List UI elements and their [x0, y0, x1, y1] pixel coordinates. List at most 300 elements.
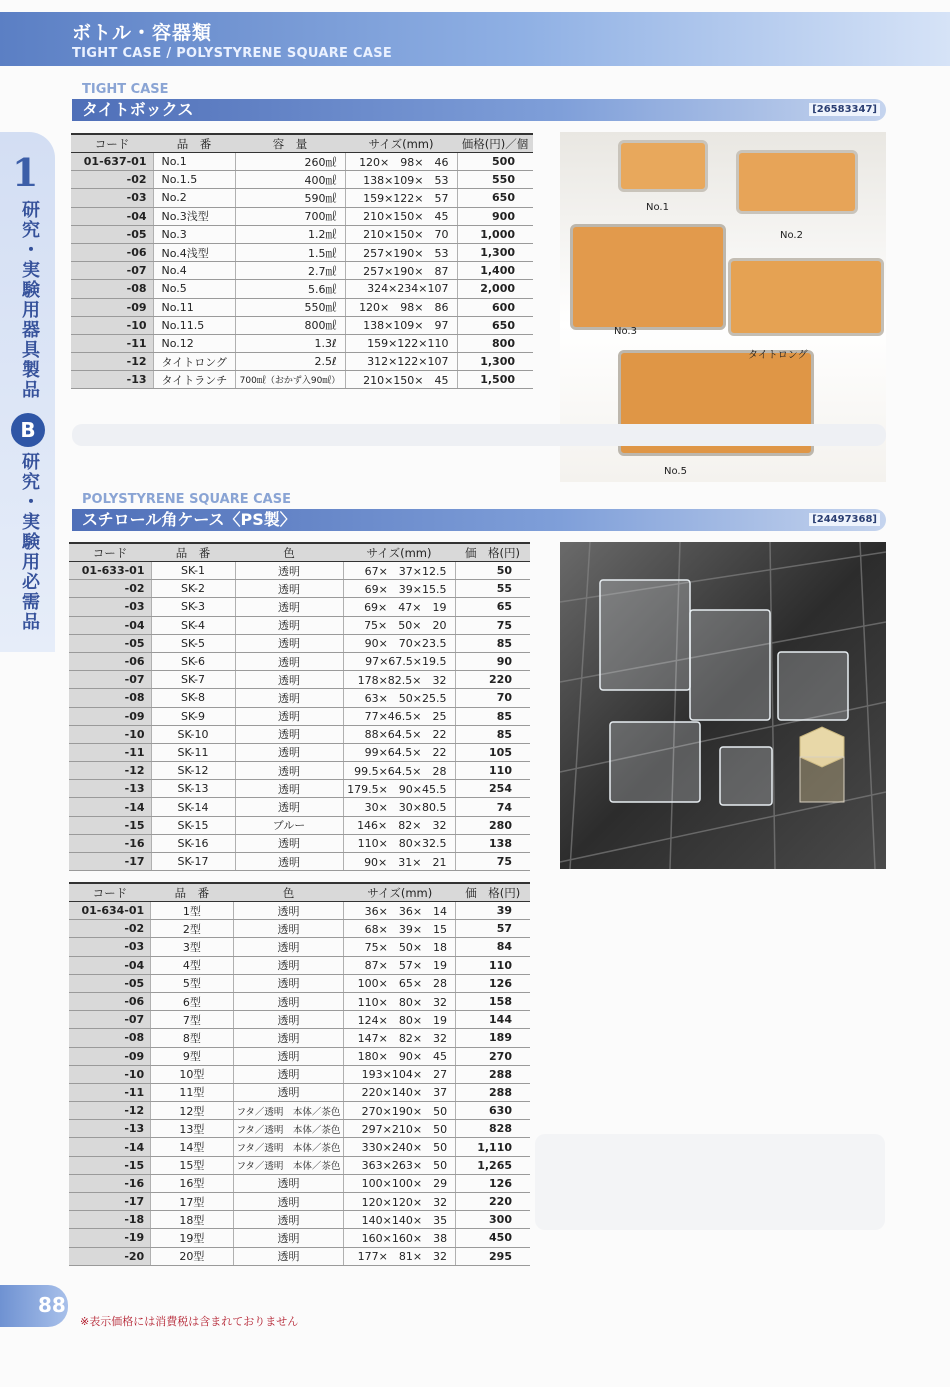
size-cell: 297×210× 50	[344, 1120, 456, 1138]
section2-english-title: POLYSTYRENE SQUARE CASE	[82, 492, 291, 507]
code-cell: -11	[69, 1083, 151, 1101]
price-cell: 85	[455, 707, 530, 725]
size-cell: 138×109× 53	[345, 171, 457, 189]
section2-catalog-code: [24497368]	[809, 513, 880, 526]
item-cell: SK-12	[151, 762, 235, 780]
item-cell: SK-9	[151, 707, 235, 725]
table-row	[69, 562, 530, 580]
spec-cell: 透明	[233, 938, 344, 956]
spec-cell: 透明	[233, 902, 344, 920]
size-cell: 330×240× 50	[344, 1138, 456, 1156]
table-row	[69, 1229, 530, 1247]
photo-label-tight-long: タイトロング	[748, 350, 808, 361]
size-cell: 100×100× 29	[344, 1174, 456, 1192]
code-cell: -16	[69, 834, 151, 852]
code-cell: -11	[69, 743, 151, 761]
size-cell: 220×140× 37	[344, 1083, 456, 1101]
price-cell: 55	[455, 580, 530, 598]
section1-catalog-code: [26583347]	[809, 103, 880, 116]
code-cell: -06	[69, 652, 151, 670]
square-case-table	[69, 882, 530, 1266]
item-cell: SK-2	[151, 580, 235, 598]
item-cell: No.3浅型	[153, 207, 235, 225]
spec-cell: 1.2㎖	[235, 225, 345, 243]
spec-cell: 透明	[235, 616, 343, 634]
spec-cell: ブルー	[235, 816, 343, 834]
spec-cell: 1.3ℓ	[235, 334, 345, 352]
spec-cell: 透明	[235, 853, 343, 871]
size-cell: 63× 50×25.5	[343, 689, 455, 707]
price-cell: 1,110	[456, 1138, 530, 1156]
table-row	[69, 652, 530, 670]
size-cell: 270×190× 50	[344, 1102, 456, 1120]
table-row	[69, 1156, 530, 1174]
code-cell: -04	[71, 207, 153, 225]
code-cell: -02	[69, 920, 151, 938]
size-cell: 140×140× 35	[344, 1211, 456, 1229]
price-cell: 600	[457, 298, 533, 316]
size-cell: 312×122×107	[345, 353, 457, 371]
code-cell: -08	[71, 280, 153, 298]
code-cell: 01-634-01	[69, 902, 151, 920]
table-row	[69, 1065, 530, 1083]
item-cell: 19型	[151, 1229, 233, 1247]
table-row	[69, 938, 530, 956]
size-cell: 124× 80× 19	[344, 1011, 456, 1029]
spec-cell: 透明	[233, 1247, 344, 1265]
size-cell: 67× 37×12.5	[343, 562, 455, 580]
price-cell: 39	[456, 902, 530, 920]
item-cell: 5型	[151, 974, 233, 992]
code-cell: -07	[71, 262, 153, 280]
spec-cell: 透明	[235, 671, 343, 689]
size-cell: 160×160× 38	[344, 1229, 456, 1247]
item-cell: 9型	[151, 1047, 233, 1065]
item-cell: SK-7	[151, 671, 235, 689]
size-cell: 90× 70×23.5	[343, 634, 455, 652]
spec-cell: フタ／透明 本体／茶色	[233, 1138, 344, 1156]
table-row	[71, 189, 533, 207]
spec-cell: 5.6㎖	[235, 280, 345, 298]
column-header: 容 量	[235, 134, 345, 153]
table-row	[71, 334, 533, 352]
table-row	[69, 634, 530, 652]
price-cell: 1,500	[457, 371, 533, 389]
item-cell: SK-6	[151, 652, 235, 670]
code-cell: -13	[69, 780, 151, 798]
table-row	[71, 280, 533, 298]
price-cell: 50	[455, 562, 530, 580]
spec-cell: 透明	[235, 762, 343, 780]
spec-cell: 透明	[233, 1011, 344, 1029]
column-header: 色	[233, 883, 344, 902]
size-cell: 99×64.5× 22	[343, 743, 455, 761]
price-cell: 450	[456, 1229, 530, 1247]
price-cell: 126	[456, 1174, 530, 1192]
table-row	[69, 762, 530, 780]
spec-cell: 透明	[233, 992, 344, 1010]
table-row	[69, 1193, 530, 1211]
photo-label-no3: No.3	[614, 326, 637, 337]
code-cell: -16	[69, 1174, 151, 1192]
table-row	[71, 243, 533, 261]
background-ghost-band	[72, 424, 886, 446]
item-cell: No.3	[153, 225, 235, 243]
code-cell: -20	[69, 1247, 151, 1265]
price-cell: 144	[456, 1011, 530, 1029]
item-cell: 13型	[151, 1120, 233, 1138]
column-header: コード	[69, 883, 151, 902]
price-cell: 1,300	[457, 353, 533, 371]
table-row	[69, 1247, 530, 1265]
code-cell: -12	[69, 762, 151, 780]
price-cell: 300	[456, 1211, 530, 1229]
item-cell: 3型	[151, 938, 233, 956]
spec-cell: 透明	[233, 1047, 344, 1065]
table-row	[71, 371, 533, 389]
table-row	[69, 1029, 530, 1047]
header-band	[0, 12, 950, 66]
code-cell: -14	[69, 798, 151, 816]
spec-cell: 透明	[233, 974, 344, 992]
code-cell: -08	[69, 1029, 151, 1047]
table-row	[69, 1047, 530, 1065]
price-cell: 1,000	[457, 225, 533, 243]
column-header: 品 番	[151, 543, 235, 562]
size-cell: 68× 39× 15	[344, 920, 456, 938]
subsection-badge: B	[11, 413, 45, 447]
item-cell: SK-10	[151, 725, 235, 743]
tile-floor-graphic	[560, 542, 886, 869]
item-cell: 16型	[151, 1174, 233, 1192]
section1-english-title: TIGHT CASE	[82, 82, 169, 97]
spec-cell: 700㎖	[235, 207, 345, 225]
price-cell: 57	[456, 920, 530, 938]
price-cell: 270	[456, 1047, 530, 1065]
table-row	[69, 1011, 530, 1029]
photo-label-no5: No.5	[664, 466, 687, 477]
spec-cell: 透明	[233, 1211, 344, 1229]
spec-cell: 透明	[235, 834, 343, 852]
item-cell: 12型	[151, 1102, 233, 1120]
item-cell: No.1.5	[153, 171, 235, 189]
size-cell: 210×150× 70	[345, 225, 457, 243]
code-cell: -15	[69, 1156, 151, 1174]
spec-cell: 透明	[235, 798, 343, 816]
code-cell: -04	[69, 956, 151, 974]
column-header: 価 格(円)	[455, 543, 530, 562]
table-row	[69, 707, 530, 725]
price-cell: 85	[455, 634, 530, 652]
column-header: 品 番	[153, 134, 235, 153]
item-cell: SK-15	[151, 816, 235, 834]
page-number-tab	[0, 1285, 68, 1327]
size-cell: 110× 80×32.5	[343, 834, 455, 852]
item-cell: SK-1	[151, 562, 235, 580]
size-cell: 88×64.5× 22	[343, 725, 455, 743]
item-cell: SK-16	[151, 834, 235, 852]
table-row	[69, 902, 530, 920]
spec-cell: 550㎖	[235, 298, 345, 316]
section2-title: スチロール角ケース〈PS製〉	[82, 510, 296, 529]
table-row	[69, 689, 530, 707]
price-cell: 900	[457, 207, 533, 225]
price-cell: 75	[455, 853, 530, 871]
spec-cell: 透明	[233, 1174, 344, 1192]
table-row	[69, 1138, 530, 1156]
size-cell: 75× 50× 18	[344, 938, 456, 956]
section1-title: タイトボックス	[82, 100, 194, 119]
spec-cell: 2.7㎖	[235, 262, 345, 280]
column-header: 価 格(円)	[456, 883, 530, 902]
code-cell: -02	[69, 580, 151, 598]
price-cell: 828	[456, 1120, 530, 1138]
column-header: サイズ(mm)	[343, 543, 455, 562]
table-row	[69, 725, 530, 743]
table-row	[69, 816, 530, 834]
table-row	[69, 598, 530, 616]
item-cell: 8型	[151, 1029, 233, 1047]
size-cell: 159×122× 57	[345, 189, 457, 207]
size-cell: 210×150× 45	[345, 371, 457, 389]
size-cell: 177× 81× 32	[344, 1247, 456, 1265]
size-cell: 69× 47× 19	[343, 598, 455, 616]
code-cell: -17	[69, 1193, 151, 1211]
code-cell: -07	[69, 671, 151, 689]
spec-cell: 400㎖	[235, 171, 345, 189]
table-row	[69, 1211, 530, 1229]
table-row	[69, 956, 530, 974]
price-cell: 189	[456, 1029, 530, 1047]
code-cell: -18	[69, 1211, 151, 1229]
price-cell: 110	[455, 762, 530, 780]
table-row	[69, 780, 530, 798]
item-cell: SK-13	[151, 780, 235, 798]
column-header: 品 番	[151, 883, 233, 902]
price-cell: 65	[455, 598, 530, 616]
size-cell: 180× 90× 45	[344, 1047, 456, 1065]
spec-cell: 透明	[235, 598, 343, 616]
size-cell: 77×46.5× 25	[343, 707, 455, 725]
price-cell: 220	[456, 1193, 530, 1211]
table-row	[69, 992, 530, 1010]
table-row	[71, 262, 533, 280]
tight-case-table	[71, 133, 533, 389]
table-row	[71, 153, 533, 171]
item-cell: タイトランチ	[153, 371, 235, 389]
price-cell: 288	[456, 1083, 530, 1101]
size-cell: 36× 36× 14	[344, 902, 456, 920]
table-row	[69, 974, 530, 992]
item-cell: 15型	[151, 1156, 233, 1174]
spec-cell: フタ／透明 本体／茶色	[233, 1120, 344, 1138]
chapter-number: 1	[12, 150, 39, 195]
table-row	[69, 853, 530, 871]
price-cell: 280	[455, 816, 530, 834]
spec-cell: 透明	[233, 956, 344, 974]
price-cell: 2,000	[457, 280, 533, 298]
spec-cell: 590㎖	[235, 189, 345, 207]
item-cell: No.11	[153, 298, 235, 316]
price-cell: 70	[455, 689, 530, 707]
spec-cell: 透明	[233, 1065, 344, 1083]
item-cell: 11型	[151, 1083, 233, 1101]
code-cell: -13	[69, 1120, 151, 1138]
sk-case-table	[69, 542, 530, 871]
price-cell: 74	[455, 798, 530, 816]
size-cell: 69× 39×15.5	[343, 580, 455, 598]
code-cell: -09	[71, 298, 153, 316]
price-cell: 288	[456, 1065, 530, 1083]
table-header-row	[69, 543, 530, 562]
spec-cell: 260㎖	[235, 153, 345, 171]
page-title: ボトル・容器類	[72, 22, 213, 44]
table-row	[69, 1102, 530, 1120]
item-cell: SK-4	[151, 616, 235, 634]
code-cell: -05	[71, 225, 153, 243]
price-cell: 138	[455, 834, 530, 852]
column-header: コード	[69, 543, 151, 562]
item-cell: SK-8	[151, 689, 235, 707]
size-cell: 90× 31× 21	[343, 853, 455, 871]
code-cell: -09	[69, 707, 151, 725]
size-cell: 147× 82× 32	[344, 1029, 456, 1047]
table-header-row	[69, 883, 530, 902]
size-cell: 146× 82× 32	[343, 816, 455, 834]
spec-cell: 700㎖（おかず入90㎖）	[235, 371, 345, 389]
item-cell: 20型	[151, 1247, 233, 1265]
item-cell: 10型	[151, 1065, 233, 1083]
table-row	[69, 580, 530, 598]
price-cell: 550	[457, 171, 533, 189]
price-cell: 110	[456, 956, 530, 974]
size-cell: 363×263× 50	[344, 1156, 456, 1174]
column-header: 価格(円)／個	[457, 134, 533, 153]
code-cell: -10	[69, 725, 151, 743]
spec-cell: 透明	[233, 920, 344, 938]
table-row	[69, 1120, 530, 1138]
code-cell: -13	[71, 371, 153, 389]
spec-cell: 透明	[235, 725, 343, 743]
case-no1	[618, 140, 708, 192]
polystyrene-case-photo	[560, 542, 886, 869]
code-cell: -08	[69, 689, 151, 707]
price-cell: 500	[457, 153, 533, 171]
size-cell: 110× 80× 32	[344, 992, 456, 1010]
table-row	[69, 798, 530, 816]
code-cell: -04	[69, 616, 151, 634]
page-subtitle: TIGHT CASE / POLYSTYRENE SQUARE CASE	[72, 46, 393, 61]
price-cell: 254	[455, 780, 530, 798]
section2-title-bar	[72, 509, 886, 531]
code-cell: -03	[69, 598, 151, 616]
code-cell: -17	[69, 853, 151, 871]
spec-cell: 透明	[235, 707, 343, 725]
size-cell: 178×82.5× 32	[343, 671, 455, 689]
price-cell: 650	[457, 316, 533, 334]
size-cell: 120× 98× 86	[345, 298, 457, 316]
price-cell: 85	[455, 725, 530, 743]
column-header: コード	[71, 134, 153, 153]
chapter-label: 研究・実験用器具製品	[19, 200, 40, 400]
spec-cell: 透明	[233, 1083, 344, 1101]
price-cell: 90	[455, 652, 530, 670]
price-cell: 105	[455, 743, 530, 761]
section1-title-bar	[72, 99, 886, 121]
price-cell: 126	[456, 974, 530, 992]
item-cell: SK-5	[151, 634, 235, 652]
case-tight-long	[728, 258, 884, 336]
code-cell: 01-637-01	[71, 153, 153, 171]
table-header-row	[71, 134, 533, 153]
table-row	[69, 834, 530, 852]
table-row	[71, 207, 533, 225]
code-cell: -09	[69, 1047, 151, 1065]
table-row	[71, 171, 533, 189]
item-cell: No.12	[153, 334, 235, 352]
item-cell: 18型	[151, 1211, 233, 1229]
spec-cell: フタ／透明 本体／茶色	[233, 1102, 344, 1120]
photo-label-no2: No.2	[780, 230, 803, 241]
price-cell: 220	[455, 671, 530, 689]
table-row	[69, 616, 530, 634]
item-cell: No.4浅型	[153, 243, 235, 261]
size-cell: 159×122×110	[345, 334, 457, 352]
code-cell: -10	[69, 1065, 151, 1083]
spec-cell: 透明	[235, 780, 343, 798]
code-cell: -12	[69, 1102, 151, 1120]
size-cell: 324×234×107	[345, 280, 457, 298]
column-header: 色	[235, 543, 343, 562]
size-cell: 179.5× 90×45.5	[343, 780, 455, 798]
tax-note: ※表示価格には消費税は含まれておりません	[80, 1315, 299, 1328]
item-cell: 6型	[151, 992, 233, 1010]
spec-cell: 透明	[235, 580, 343, 598]
spec-cell: 透明	[235, 689, 343, 707]
code-cell: -10	[71, 316, 153, 334]
price-cell: 650	[457, 189, 533, 207]
code-cell: -19	[69, 1229, 151, 1247]
price-cell: 75	[455, 616, 530, 634]
spec-cell: フタ／透明 本体／茶色	[233, 1156, 344, 1174]
column-header: サイズ(mm)	[344, 883, 456, 902]
size-cell: 87× 57× 19	[344, 956, 456, 974]
price-cell: 1,400	[457, 262, 533, 280]
item-cell: 17型	[151, 1193, 233, 1211]
code-cell: -06	[71, 243, 153, 261]
price-cell: 630	[456, 1102, 530, 1120]
size-cell: 75× 50× 20	[343, 616, 455, 634]
code-cell: -07	[69, 1011, 151, 1029]
size-cell: 257×190× 53	[345, 243, 457, 261]
table-row	[71, 353, 533, 371]
price-cell: 295	[456, 1247, 530, 1265]
column-header: サイズ(mm)	[345, 134, 457, 153]
spec-cell: 1.5㎖	[235, 243, 345, 261]
item-cell: No.5	[153, 280, 235, 298]
background-ghost-panel	[535, 1134, 885, 1230]
size-cell: 210×150× 45	[345, 207, 457, 225]
table-row	[69, 1174, 530, 1192]
code-cell: -03	[69, 938, 151, 956]
page-number: 88	[38, 1293, 66, 1317]
size-cell: 257×190× 87	[345, 262, 457, 280]
size-cell: 99.5×64.5× 28	[343, 762, 455, 780]
code-cell: -06	[69, 992, 151, 1010]
item-cell: 14型	[151, 1138, 233, 1156]
price-cell: 84	[456, 938, 530, 956]
item-cell: 2型	[151, 920, 233, 938]
